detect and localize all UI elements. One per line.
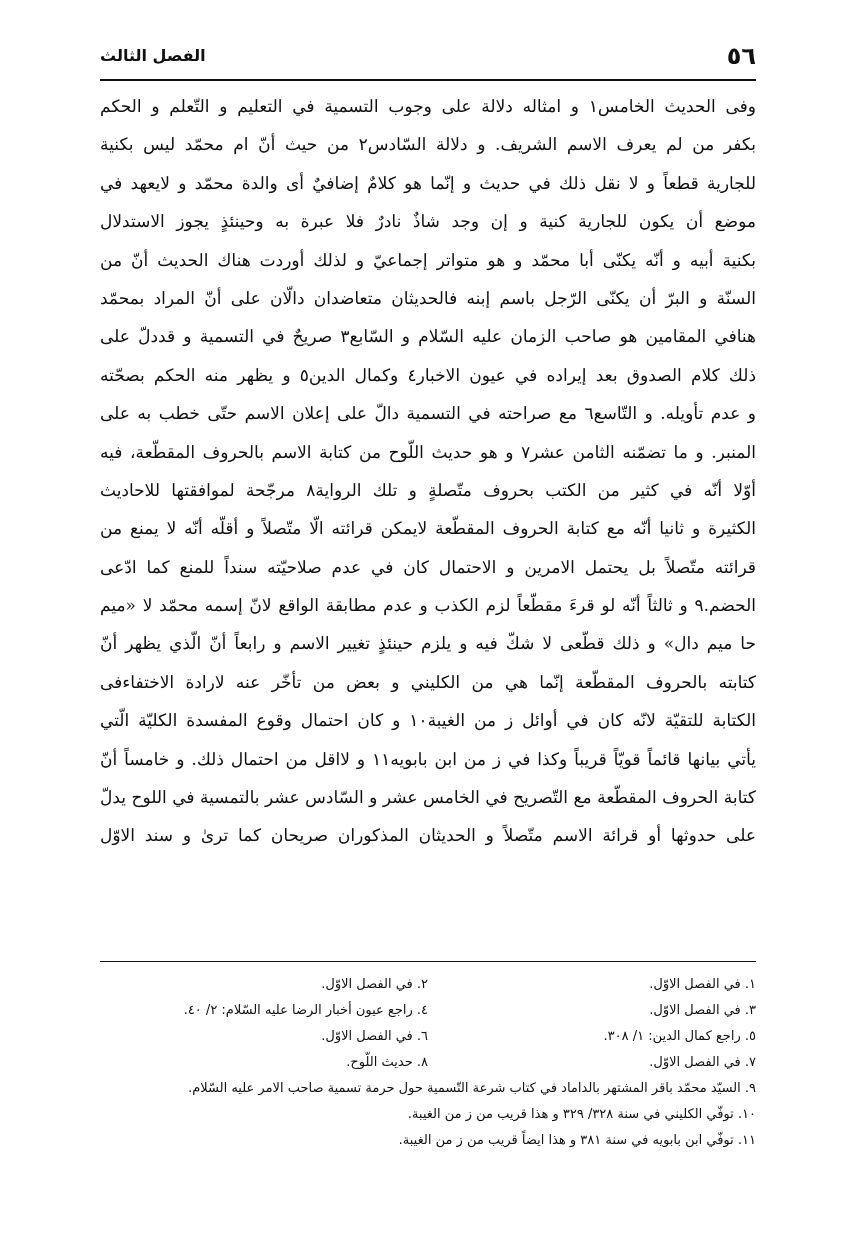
footnote: ٤. راجع عيون أخبار الرضا عليه السّلام: ٢/ ٤٠. — [183, 1003, 428, 1018]
text-line: على حدوثها أو قرائة الاسم متّصلاً و الحديثان المذكوران صريحان كما ترىٰ و سند الاوّل — [100, 826, 756, 847]
text-line: يأتي بيانها قائماً قويّاً قريباً وكذا في ز من ابن بابويه١١ و لااقل من احتمال ذلك. و خامساً أنّ — [100, 749, 756, 770]
footnote-row — [100, 1024, 756, 1050]
text-line: كتابته بالحروف المقطّعة إنّما هي من الكليني و بعض من تأخّر عنه لارادة الاختفاءفى — [100, 672, 756, 693]
text-line: موضع أن يكون للجارية كنية و إن وجد شاذٌ نادرٌ فلا عبرة به وحينئذٍ يجوز الاستدلال — [100, 212, 756, 233]
footnotes — [100, 972, 756, 1154]
page-number: ٥٦ — [726, 42, 756, 70]
footnote: ٢. في الفصل الاوّل. — [321, 977, 428, 992]
text-line: بكنية أبيه و أنّه يكنّى أبا محمّد و هو متواتر إجماعيّ و لذلك أوردت هناك الحديث أنّ من — [100, 250, 756, 271]
footnote: ١٠. توفّي الكليني في سنة ٣٢٨/ ٣٢٩ و هذا قريب من ز من الغيبة. — [407, 1107, 756, 1122]
text-line: كتابة الحروف المقطّعة مع التّصريح في الخامس عشر و السّادس عشر بالتمسية في اللوح يدلّ — [100, 788, 756, 809]
footnote: ٣. في الفصل الاوّل. — [649, 1003, 756, 1018]
footnote: ٩. السيّد محمّد باقر المشتهر بالداماد في كتاب شرعة التّسمية حول حرمة تسمية صاحب الامر عليه السّلام. — [188, 1081, 756, 1096]
text-line: قرائته متّصلاً بل يحتمل الامرين و الاحتمال كان في عدم صلاحيّته سنداً للمنع كما ادّعى — [100, 557, 756, 578]
footnote-row — [100, 972, 756, 998]
footnote: ٥. راجع كمال الدين: ١/ ٣٠٨. — [603, 1029, 756, 1044]
footnote-row — [100, 1050, 756, 1076]
footnote: ٨. حديث اللّوح. — [346, 1055, 428, 1070]
text-line: المنبر. و ما تضمّنه الثامن عشر٧ و هو حديث اللّوح من كتابة الاسم بالحروف المقطّعة، فيه — [100, 442, 756, 463]
body-text — [100, 88, 756, 856]
footnote: ٦. في الفصل الاوّل. — [321, 1029, 428, 1044]
text-line: حا ميم دال» و ذلك قطّعى لا شكّ فيه و يلزم حينئذٍ تغيير الاسم و رابعاً أنّ الّذي يظهر أنّ — [100, 634, 756, 655]
text-line: وفى الحديث الخامس١ و امثاله دلالة على وجوب التسمية في التعليم و التّعلم و الحكم — [100, 97, 756, 117]
text-line: الكثيرة و ثانيا أنّه مع كتابة الحروف المقطّعة لايمكن قرائته الّا متّصلاً و أقلّه أنّه لا يمنع من — [100, 519, 756, 540]
footnote-divider — [100, 961, 756, 962]
chapter-title: الفصل الثالث — [100, 46, 206, 65]
text-line: و عدم تأويله. و التّاسع٦ مع صراحته في التسمية دالّ على إعلان الاسم حتّى خطب به على — [100, 404, 756, 425]
text-line: للجارية قطعاً و لا نقل ذلك في حديث و إنّما هو كلامٌ إضافيٌ أى والدة محمّد و لايعهد في — [100, 173, 756, 194]
text-line: بكفر من لم يعرف الاسم الشريف. و دلالة السّادس٢ من حيث أنّ ام محمّد ليس بكنية — [100, 135, 756, 156]
text-line: أوّلا أنّه في كثير من الكتب بحروف متّصلةٍ و تلك الرواية٨ مرجّحة لموافقتها للاحاديث — [100, 480, 756, 501]
header-divider — [100, 79, 756, 81]
footnote: ٧. في الفصل الاوّل. — [649, 1055, 756, 1070]
text-line: ذلك كلام الصدوق بعد إيراده في عيون الاخبار٤ وكمال الدين٥ و يظهر منه الحكم بصحّته — [100, 365, 756, 386]
text-line: الحضم.٩ و ثالثاً أنّه لو قرءَ مقطّعاً لزم الكذب و عدم مطابقة الواقع لانّ إسمه محمّد لا «ميم — [100, 596, 756, 617]
text-line: هنافي المقامين هو صاحب الزمان عليه السّلام و السّابع٣ صريحٌ في التسمية و قددلّ على — [100, 327, 756, 348]
footnote: ١. في الفصل الاوّل. — [649, 977, 756, 992]
page-header — [100, 42, 756, 76]
footnote-row — [100, 998, 756, 1024]
text-line: السنّة و البرّ أن يكنّى الرّجل باسم إبنه فالحديثان متعاضدان دالّان على أنّ المراد بمحمّد — [100, 288, 756, 309]
footnote: ١١. توفّي ابن بابويه في سنة ٣٨١ و هذا ايضاً قريب من ز من الغيبة. — [398, 1133, 756, 1148]
text-line: الكتابة للتقيّة لانّه كان في أوائل ز من الغيبة١٠ و كان احتمال وقوع المفسدة الكليّة الّتي — [100, 711, 756, 732]
